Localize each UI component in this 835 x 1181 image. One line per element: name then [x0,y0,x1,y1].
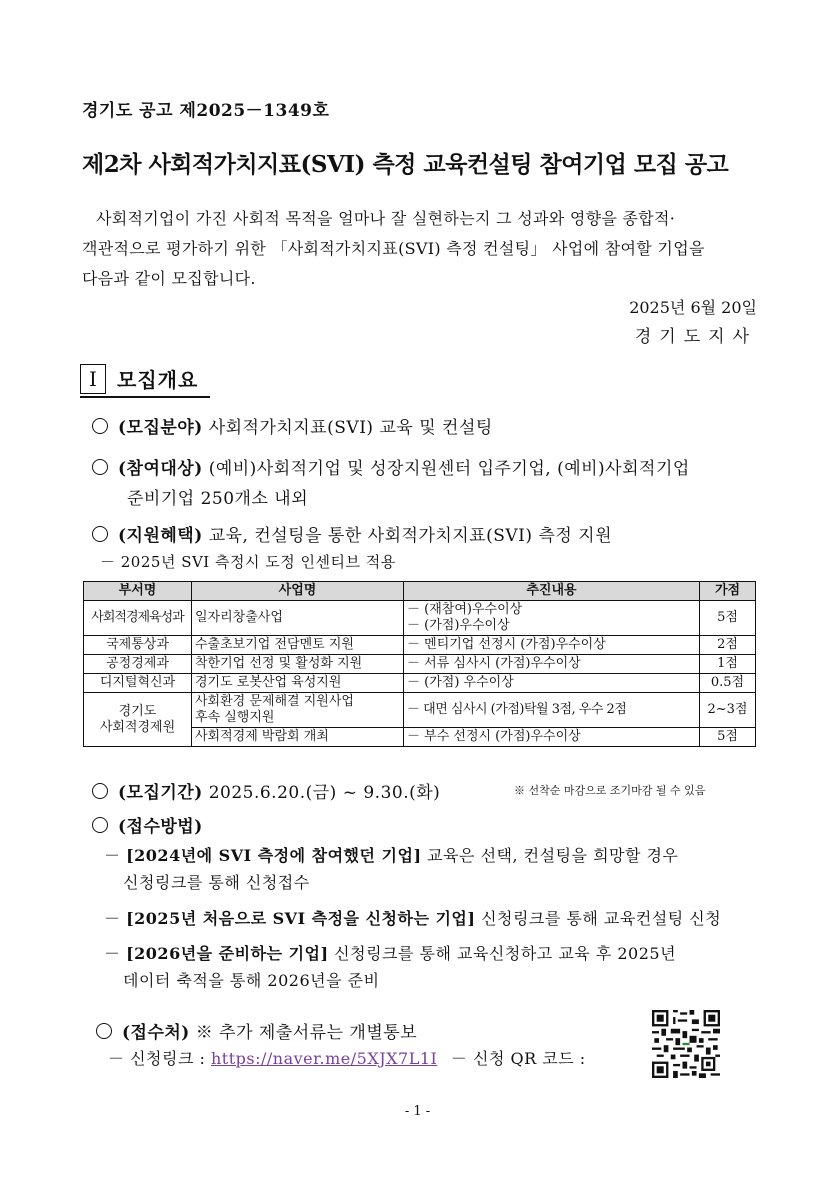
project-cell: 경기도 로봇산업 육성지원 [192,674,404,693]
intro-line-2: 객관적으로 평가하기 위한 「사회적가치지표(SVI) 측정 컨설팅」 사업에 참여할 기업을 [82,239,705,258]
method-2-text: 신청링크를 통해 교육컨설팅 신청 [481,909,722,928]
method-2-bold: [2025년 처음으로 SVI 측정을 신청하는 기업] [126,909,476,928]
method-1-text-2: 신청링크를 통해 신청접수 [123,873,310,892]
benefit-text: 교육, 컨설팅을 통한 사회적가치지표(SVI) 측정 지원 [208,526,613,546]
item-benefit [92,521,612,546]
item-period [92,778,440,803]
circle-bullet-icon [92,783,108,799]
table-row [84,693,756,728]
qr-label: － 신청 QR 코드 : [450,1049,586,1068]
circle-bullet-icon [92,459,108,475]
project-cell [192,693,404,728]
notice-number: 경기도 공고 제2025－1349호 [82,101,330,121]
points-cell: 2~3점 [700,693,756,728]
field-text: 사회적가치지표(SVI) 교육 및 컨설팅 [208,418,493,438]
target-label: (참여대상) [118,459,203,479]
circle-bullet-icon [96,1023,112,1039]
method-3-text-2: 데이터 축적을 통해 2026년을 준비 [123,971,380,990]
method-1-bold: [2024년에 SVI 측정에 참여했던 기업] [126,846,422,865]
link-row [108,1046,586,1069]
project-line: 후속 실행지원 [195,710,275,725]
field-label: (모집분야) [118,418,203,438]
project-cell: 사회적경제 박람회 개최 [192,728,404,747]
table-row [84,636,756,655]
page-title: 제2차 사회적가치지표(SVI) 측정 교육컨설팅 참여기업 모집 공고 [82,151,729,178]
content-line: － (가점)우수이상 [407,618,510,633]
dept-cell: 사회적경제육성과 [84,601,192,636]
section-title: 모집개요 [117,368,199,392]
dept-cell: 공정경제과 [84,655,192,674]
dash-bullet: － [104,909,127,928]
content-cell: － 부수 선정시 (가점)우수이상 [404,728,700,747]
project-line: 사회환경 문제해결 지원사업 [195,694,354,709]
apply-link[interactable]: https://naver.me/5XJX7L1I [210,1049,438,1068]
circle-bullet-icon [92,526,108,542]
points-cell: 0.5점 [700,674,756,693]
header-project: 사업명 [192,582,404,601]
section-underline [80,396,210,398]
header-points: 가점 [700,582,756,601]
section-number-box [80,364,106,394]
period-text: 2025.6.20.(금) ~ 9.30.(화) [208,783,441,803]
intro-line-1: 사회적기업이 가진 사회적 목적을 얼마나 잘 실현하는지 그 성과와 영향을 종합적· [96,209,676,228]
announce-date: 2025년 6월 20일 [629,298,757,317]
dash-bullet: － [104,846,127,865]
dash-bullet: － [104,944,127,963]
table-header-row [84,582,756,601]
page-number: - 1 - [404,1104,431,1119]
content-cell: － (가점) 우수이상 [404,674,700,693]
contact-note: ※ 추가 제출서류는 개별통보 [195,1023,418,1043]
dept-line: 경기도 [118,703,157,719]
target-text-2: 준비기업 250개소 내외 [127,489,309,509]
content-line: － (재참여)우수이상 [407,602,523,617]
benefit-sub: － 2025년 SVI 측정시 도정 인센티브 적용 [100,553,396,571]
project-cell: 수출초보기업 전담멘토 지원 [192,636,404,655]
item-field [92,413,493,438]
section-numeral: I [89,367,97,391]
points-cell: 5점 [700,728,756,747]
circle-bullet-icon [92,817,108,833]
method-1-text: 교육은 선택, 컨설팅을 희망할 경우 [427,846,679,865]
method-3 [104,941,676,964]
link-label: － 신청링크 : [108,1049,206,1068]
method-3-bold: [2026년을 준비하는 기업] [126,944,329,963]
item-method [92,812,203,837]
header-dept: 부서명 [84,582,192,601]
method-1 [104,843,678,866]
content-cell: － 서류 심사시 (가점)우수이상 [404,655,700,674]
method-label: (접수방법) [118,817,203,837]
dept-cell: 국제통상과 [84,636,192,655]
benefit-label: (지원혜택) [118,526,203,546]
method-3-text: 신청링크를 통해 교육신청하고 교육 후 2025년 [334,944,677,963]
points-cell: 2점 [700,636,756,655]
content-cell: － 대면 심사시 (가점)탁월 3점, 우수 2점 [404,693,700,728]
dept-cell: 디지털혁신과 [84,674,192,693]
intro-line-3: 다음과 같이 모집합니다. [82,269,256,288]
target-text-1: (예비)사회적기업 및 성장지원센터 입주기업, (예비)사회적기업 [208,459,690,479]
item-target [92,454,690,479]
dept-cell [84,693,192,747]
signature: 경기도지사 [634,327,757,347]
qr-code-icon[interactable] [652,1010,720,1078]
project-cell: 착한기업 선정 및 활성화 지원 [192,655,404,674]
period-label: (모집기간) [118,783,203,803]
content-cell: － 멘티기업 선정시 (가점)우수이상 [404,636,700,655]
project-cell: 일자리창출사업 [192,601,404,636]
points-cell: 1점 [700,655,756,674]
table-row [84,655,756,674]
points-cell: 5점 [700,601,756,636]
dept-line: 사회적경제원 [99,719,176,735]
content-cell [404,601,700,636]
table-row [84,674,756,693]
header-content: 추진내용 [404,582,700,601]
table-row [84,601,756,636]
method-2 [104,906,721,929]
period-note: ※ 선착순 마감으로 조기마감 될 수 있음 [514,784,706,797]
benefit-table [83,581,756,747]
circle-bullet-icon [92,418,108,434]
contact-label: (접수처) [122,1023,190,1043]
item-contact [96,1018,417,1043]
